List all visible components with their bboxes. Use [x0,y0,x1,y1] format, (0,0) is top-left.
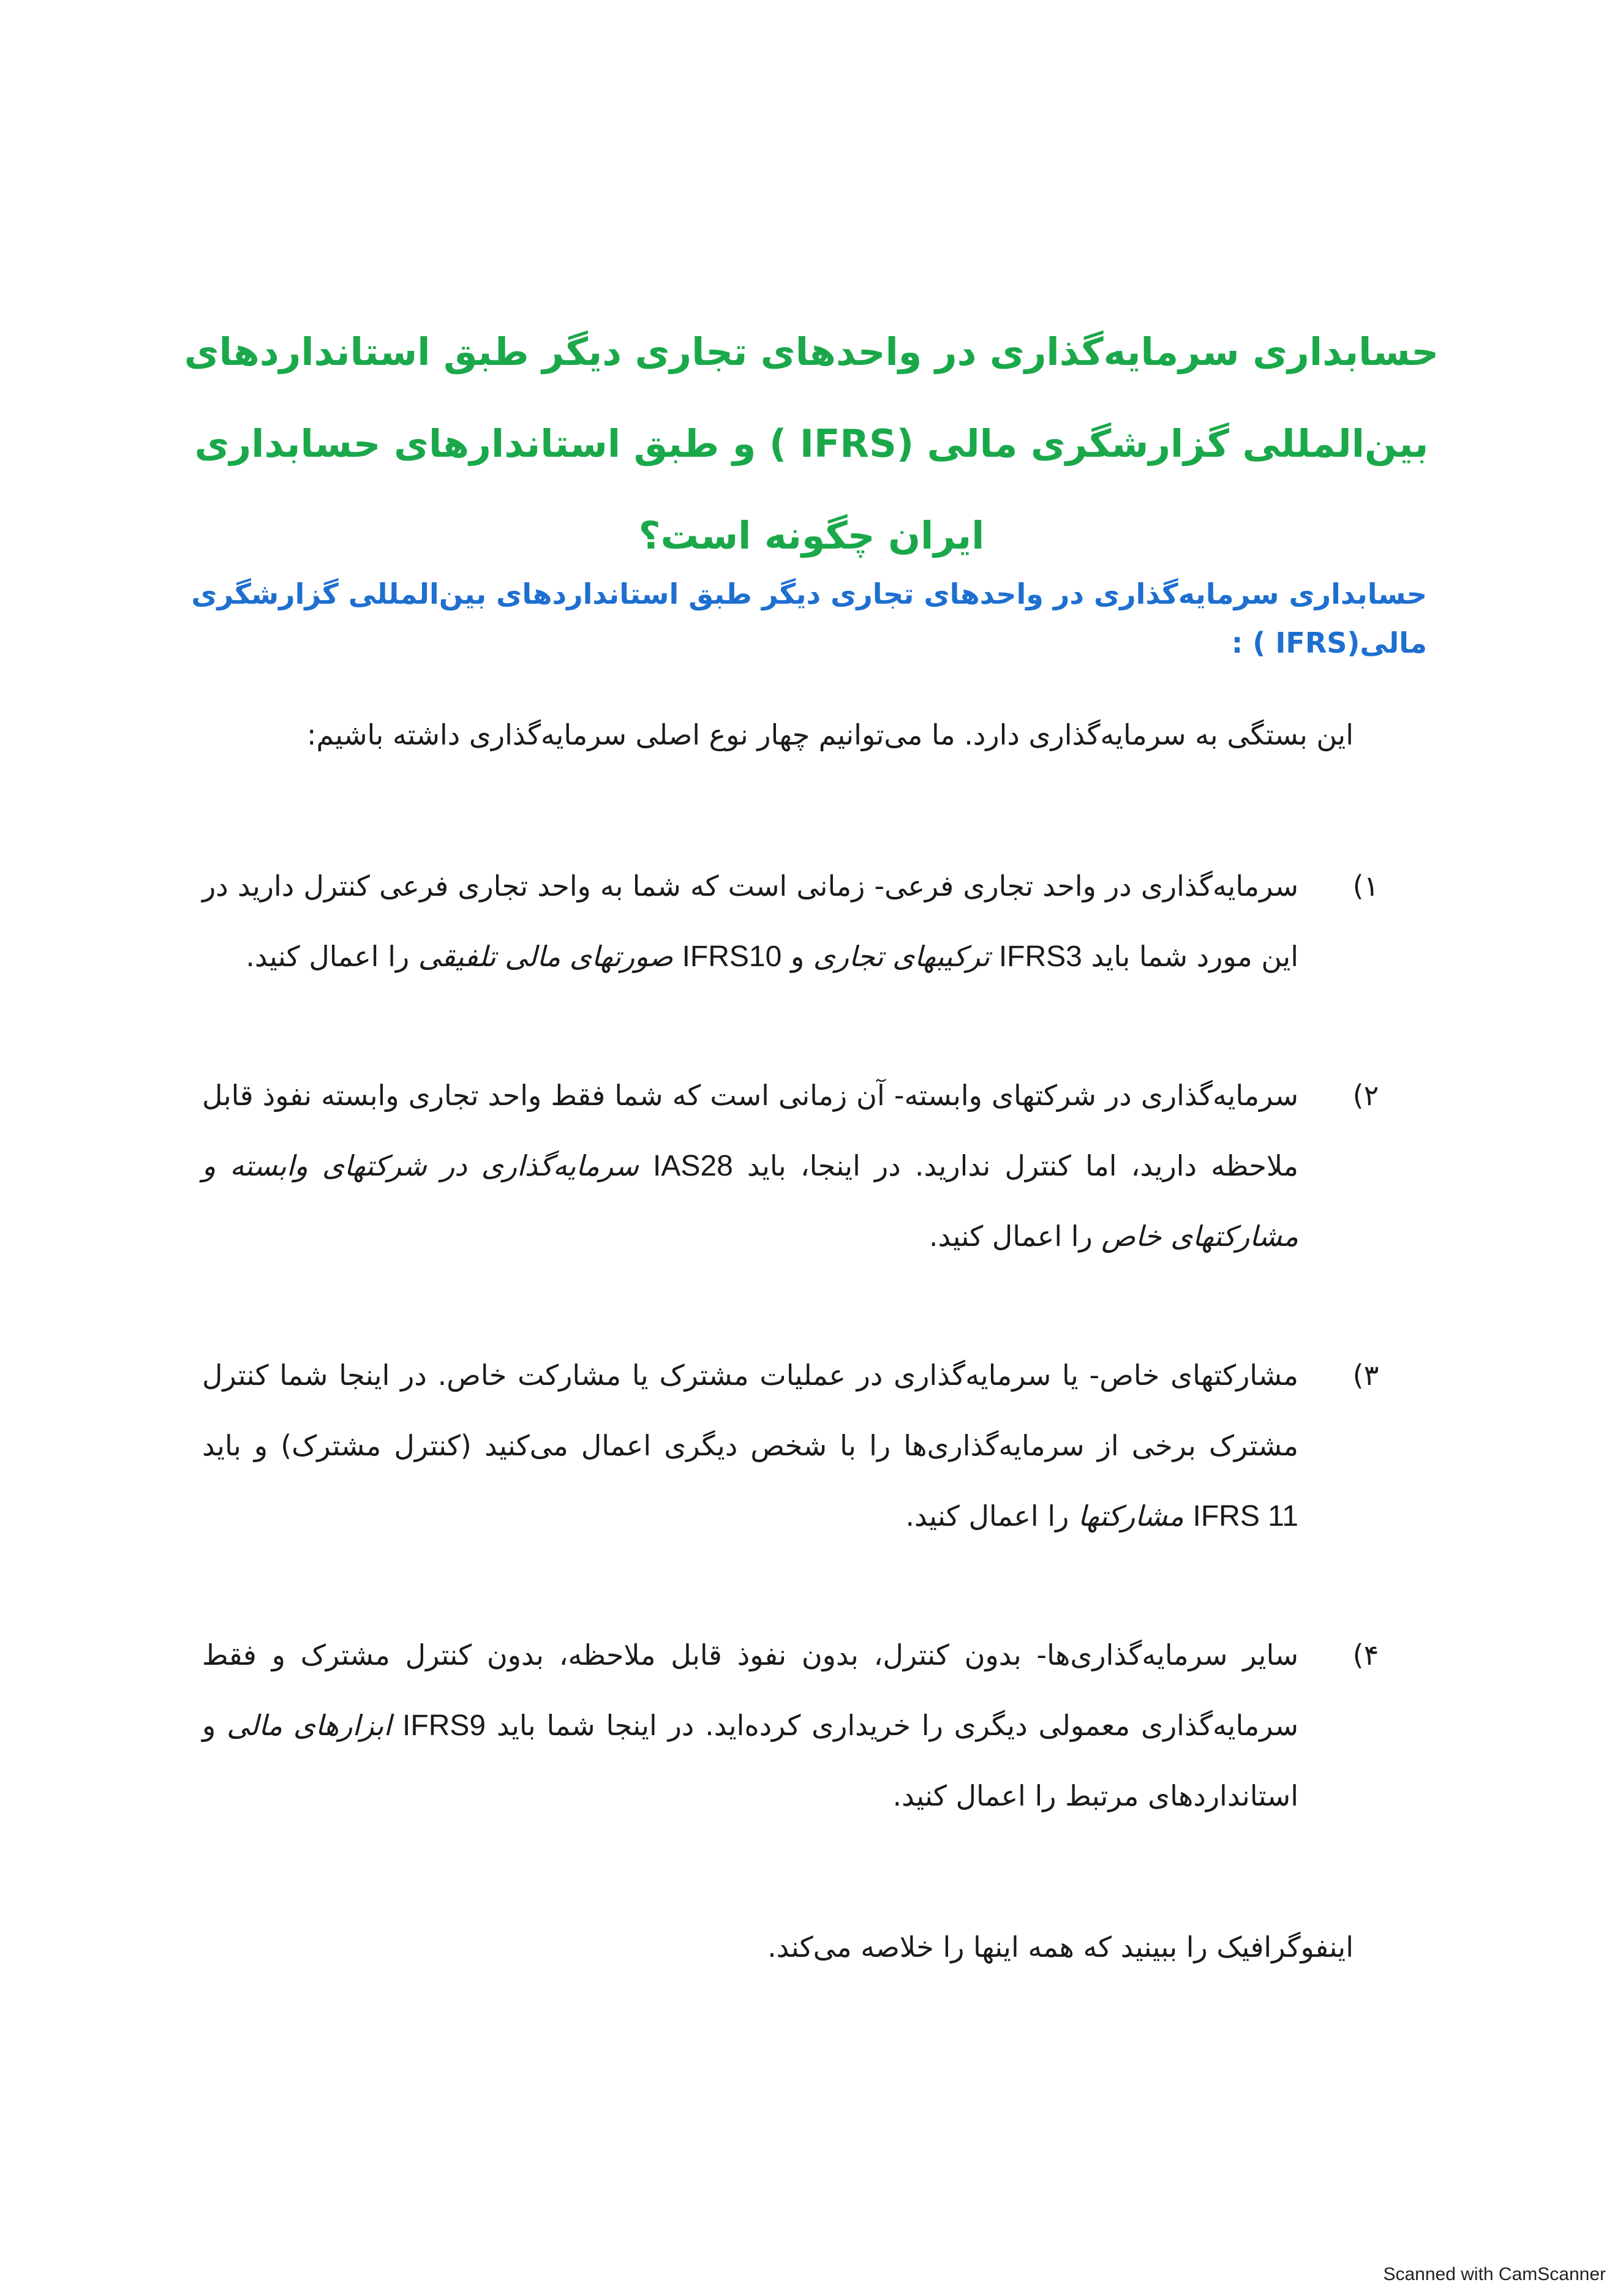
item-number: ۱) [1352,869,1379,902]
item-text: مشارکتهای خاص- یا سرمایه‌گذاری در عملیات مشترک یا مشارکت خاص. در اینجا شما کنترل مشترک برخی از سرمایه‌گذاری‌ها را با شخص دیگری اعمال می‌کنید (کنترل مشترک) و باید [202,1359,1298,1462]
item-text: را اعمال کنید. [928,1220,1093,1253]
investment-types-list [202,851,1379,1900]
list-item-subsidiary [202,851,1379,992]
standard-title: مشارکتها [1077,1499,1184,1533]
item-number: ۳) [1352,1359,1379,1392]
item-text: را اعمال کنید. [905,1499,1069,1533]
page-title: حسابداری سرمایه‌گذاری در واحدهای تجاری دیگر طبق استانداردهای بین‌المللی گزارشگری مالی (IFRS ) و طبق استاندارهای حسابداری ایران چگونه است؟ [184,329,1439,558]
standard-code: IAS28 [653,1150,733,1182]
closing-paragraph: اینفوگرافیک را ببینید که همه اینها را خلاصه می‌کند. [767,1930,1354,1964]
list-item-associates [202,1060,1379,1272]
standard-code: IFRS 11 [1192,1500,1298,1533]
item-number: ۲) [1352,1079,1379,1112]
item-text: سرمایه‌گذاری در واحد تجاری فرعی- زمانی است که شما به واحد تجاری فرعی کنترل دارید در این مورد شما باید [202,869,1298,973]
standard-title: ترکیبهای تجاری [813,940,990,973]
section-heading: حسابداری سرمایه‌گذاری در واحدهای تجاری دیگر طبق استانداردهای بین‌المللی گزارشگری مالی(IFRS ) : [191,577,1427,659]
standard-title: ابزارهای مالی [227,1709,392,1742]
intro-paragraph: این بستگی به سرمایه‌گذاری دارد. ما می‌توانیم چهار نوع اصلی سرمایه‌گذاری داشته باشیم: [306,718,1354,751]
scanner-watermark: Scanned with CamScanner [1379,2263,1610,2286]
standard-code: IFRS10 [682,940,782,973]
item-number: ۴) [1352,1638,1379,1671]
standard-title: صورتهای مالی تلفیقی [418,940,673,973]
item-text: را اعمال کنید. [246,940,410,973]
standard-code: IFRS9 [402,1709,486,1742]
list-item-joint-arrangements [202,1340,1379,1551]
standard-title: سرمایه‌گذاری در شرکتهای وابسته و مشارکتهای خاص [202,1149,1298,1253]
item-text: و [790,940,805,973]
standard-code: IFRS3 [998,940,1082,973]
item-text: سرمایه‌گذاری در شرکتهای وابسته- آن زمانی است که شما فقط واحد تجاری وابسته نفوذ قابل ملاحظه دارید، اما کنترل ندارید. در اینجا، باید [202,1079,1298,1182]
list-item-other-investments [202,1620,1379,1831]
item-text: و استانداردهای مرتبط را اعمال کنید. [202,1709,1298,1812]
item-text: سایر سرمایه‌گذاری‌ها- بدون کنترل، بدون نفوذ قابل ملاحظه، بدون کنترل مشترک و فقط سرمایه‌گذاری معمولی دیگری را خریداری کرده‌اید. در اینجا شما باید [202,1638,1299,1742]
